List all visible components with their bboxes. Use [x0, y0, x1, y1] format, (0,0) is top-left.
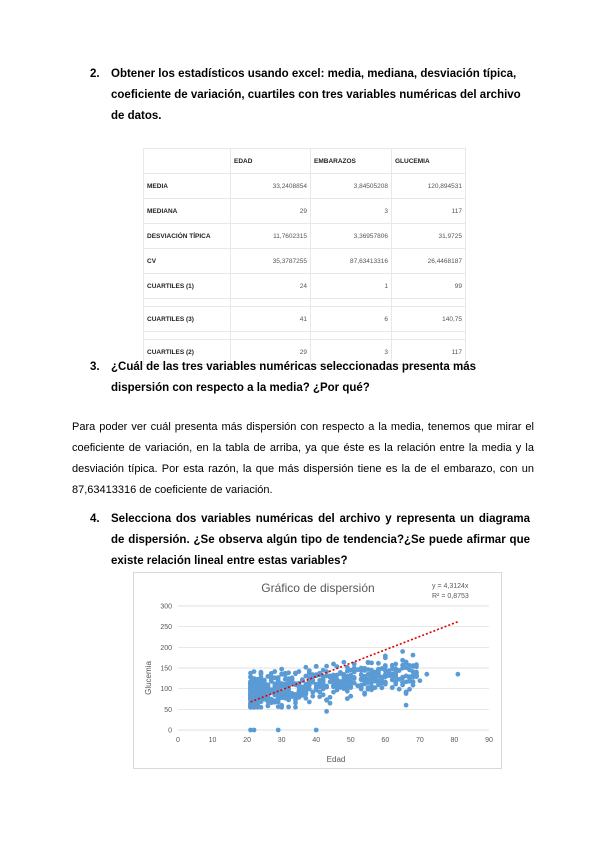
question-4-text: Selecciona dos variables numéricas del archivo y representa un diagrama de dispersión. ¿Se observa algún tipo de tendencia?¿Se puede afirmar que existe relación lineal entre estas variables? — [111, 513, 530, 567]
data-point — [286, 676, 291, 681]
table-cell: 117 — [392, 199, 466, 224]
question-2-text: Obtener los estadísticos usando excel: media, mediana, desviación típica, coeficiente de variación, cuartiles con tres variables numéricas del archivo de datos. — [111, 68, 521, 122]
data-point — [383, 653, 388, 658]
table-cell: 3 — [311, 340, 392, 365]
table-cell: 1 — [311, 274, 392, 299]
data-point — [373, 672, 378, 677]
data-point — [248, 703, 253, 708]
table-cell: 35,3787255 — [231, 249, 311, 274]
data-point — [359, 666, 364, 671]
data-point — [314, 664, 319, 669]
data-point — [279, 703, 284, 708]
gridlines — [178, 606, 489, 730]
data-point — [414, 674, 419, 679]
data-point — [252, 687, 257, 692]
data-point — [369, 684, 374, 689]
table-header-row — [144, 149, 466, 174]
data-point — [279, 667, 284, 672]
data-point — [348, 685, 353, 690]
data-point — [393, 669, 398, 674]
data-point — [259, 670, 264, 675]
data-point — [283, 694, 288, 699]
row-label: MEDIA — [144, 174, 231, 199]
data-point — [303, 665, 308, 670]
table-cell: 11,7602315 — [231, 224, 311, 249]
data-point — [252, 676, 257, 681]
data-point — [400, 649, 405, 654]
x-tick-label: 20 — [243, 737, 252, 744]
data-point — [338, 670, 343, 675]
table-cell: 117 — [392, 340, 466, 365]
question-3-number: 3. — [90, 361, 100, 373]
data-point — [348, 668, 353, 673]
row-label: CV — [144, 249, 231, 274]
data-point — [314, 728, 319, 733]
row-label: CUARTILES (3) — [144, 307, 231, 332]
data-points — [248, 649, 460, 732]
data-point — [307, 700, 312, 705]
table-spacer-row — [144, 299, 466, 307]
question-3 — [90, 357, 530, 399]
data-point — [328, 674, 333, 679]
y-tick-label: 200 — [160, 644, 172, 652]
table-header-cell: EMBARAZOS — [311, 149, 392, 174]
data-point — [397, 687, 402, 692]
data-point — [286, 705, 291, 710]
y-tick-label: 150 — [160, 665, 172, 673]
row-label: CUARTILES (1) — [144, 274, 231, 299]
trend-r-squared: R² = 0,8753 — [432, 593, 469, 600]
data-point — [345, 696, 350, 701]
y-tick-label: 300 — [160, 603, 172, 611]
x-tick-label: 60 — [381, 737, 390, 744]
data-point — [383, 680, 388, 685]
data-point — [297, 688, 302, 693]
data-point — [324, 697, 329, 702]
data-point — [248, 682, 253, 687]
question-2 — [90, 64, 530, 127]
data-point — [310, 694, 315, 699]
data-point — [307, 683, 312, 688]
x-tick-label: 0 — [176, 737, 180, 744]
table-cell: 3,84505208 — [311, 174, 392, 199]
data-point — [293, 705, 298, 710]
data-point — [331, 684, 336, 689]
data-point — [369, 660, 374, 665]
chart-title: Gráfico de dispersión — [261, 581, 375, 595]
data-point — [252, 692, 257, 697]
table-cell: 87,63413316 — [311, 249, 392, 274]
data-point — [359, 677, 364, 682]
data-point — [269, 674, 274, 679]
data-point — [400, 680, 405, 685]
data-point — [376, 661, 381, 666]
x-tick-label: 30 — [277, 737, 286, 744]
table-header-cell — [144, 149, 231, 174]
table-cell: 99 — [392, 274, 466, 299]
data-point — [376, 669, 381, 674]
data-point — [393, 662, 398, 667]
table-row — [144, 174, 466, 199]
data-point — [303, 674, 308, 679]
data-point — [417, 678, 422, 683]
data-point — [303, 696, 308, 701]
data-point — [411, 653, 416, 658]
data-point — [393, 680, 398, 685]
data-point — [407, 687, 412, 692]
x-tick-label: 10 — [208, 737, 217, 744]
chart-canvas — [134, 573, 501, 768]
table-cell: 33,2408854 — [231, 174, 311, 199]
x-tick-label: 50 — [346, 737, 355, 744]
data-point — [252, 728, 257, 733]
data-point — [328, 701, 333, 706]
data-point — [407, 676, 412, 681]
row-label: MEDIANA — [144, 199, 231, 224]
table-spacer-row — [144, 332, 466, 340]
data-point — [383, 665, 388, 670]
data-point — [324, 684, 329, 689]
statistics-table — [143, 148, 466, 365]
data-point — [407, 667, 412, 672]
table-header-cell: GLUCEMIA — [392, 149, 466, 174]
data-point — [411, 683, 416, 688]
data-point — [362, 692, 367, 697]
data-point — [366, 672, 371, 677]
table-row — [144, 307, 466, 332]
data-point — [456, 672, 461, 677]
data-point — [317, 694, 322, 699]
table-row — [144, 199, 466, 224]
data-point — [414, 662, 419, 667]
data-point — [424, 672, 429, 677]
data-point — [376, 682, 381, 687]
data-point — [404, 691, 409, 696]
row-label: DESVIACIÓN TÍPICA — [144, 224, 231, 249]
data-point — [404, 660, 409, 665]
data-point — [348, 677, 353, 682]
table-row — [144, 274, 466, 299]
data-point — [321, 677, 326, 682]
data-point — [252, 669, 257, 674]
data-point — [283, 690, 288, 695]
data-point — [341, 679, 346, 684]
data-point — [272, 698, 277, 703]
table-cell: 41 — [231, 307, 311, 332]
table-cell: 31,9725 — [392, 224, 466, 249]
data-point — [400, 676, 405, 681]
table-cell: 3,36957806 — [311, 224, 392, 249]
table-cell: 140,75 — [392, 307, 466, 332]
table-row — [144, 224, 466, 249]
table-cell: 29 — [231, 340, 311, 365]
question-4 — [90, 509, 530, 572]
x-tick-label: 40 — [312, 737, 321, 744]
data-point — [341, 660, 346, 665]
answer-paragraph: Para poder ver cuál presenta más dispersión con respecto a la media, tenemos que mirar el coeficiente de variación, en la tabla de arriba, ya que éste es la relación entre la media y la desviación típica. Por esta razón, la que más dispersión tiene es la de el embarazo, con un 87,63413316 de coeficiente de variación. — [72, 421, 534, 496]
table-cell: 6 — [311, 307, 392, 332]
data-point — [259, 692, 264, 697]
table-cell: 3 — [311, 199, 392, 224]
scatter-chart — [133, 572, 502, 769]
question-2-number: 2. — [90, 68, 100, 80]
data-point — [335, 677, 340, 682]
data-point — [276, 728, 281, 733]
data-point — [290, 681, 295, 686]
trend-equation: y = 4,3124x — [432, 583, 469, 590]
data-point — [262, 678, 267, 683]
y-tick-label: 250 — [160, 624, 172, 632]
data-point — [324, 664, 329, 669]
y-tick-label: 0 — [168, 727, 172, 735]
y-tick-label: 50 — [164, 706, 172, 714]
table-cell: 29 — [231, 199, 311, 224]
y-tick-label: 100 — [160, 686, 172, 694]
data-point — [272, 681, 277, 686]
data-point — [262, 684, 267, 689]
data-point — [297, 669, 302, 674]
table-cell: 26,4468187 — [392, 249, 466, 274]
data-point — [390, 674, 395, 679]
question-3-text: ¿Cuál de las tres variables numéricas seleccionadas presenta más dispersión con respecto a la media? ¿Por qué? — [111, 361, 476, 394]
data-point — [324, 709, 329, 714]
data-point — [404, 703, 409, 708]
data-point — [352, 681, 357, 686]
data-point — [390, 685, 395, 690]
table-header-cell: EDAD — [231, 149, 311, 174]
x-tick-label: 90 — [485, 737, 493, 744]
data-point — [307, 668, 312, 673]
data-point — [359, 683, 364, 688]
x-axis-label: Edad — [326, 755, 346, 764]
data-point — [314, 684, 319, 689]
data-point — [297, 695, 302, 700]
x-tick-label: 80 — [450, 737, 459, 744]
question-4-number: 4. — [90, 513, 100, 525]
x-tick-label: 70 — [415, 737, 424, 744]
data-point — [265, 689, 270, 694]
data-point — [276, 675, 281, 680]
table-cell: 24 — [231, 274, 311, 299]
row-label: CUARTILES (2) — [144, 340, 231, 365]
table-cell: 120,894531 — [392, 174, 466, 199]
data-point — [265, 704, 270, 709]
table-row — [144, 249, 466, 274]
data-point — [331, 662, 336, 667]
y-axis-label: Glucemia — [144, 661, 153, 695]
